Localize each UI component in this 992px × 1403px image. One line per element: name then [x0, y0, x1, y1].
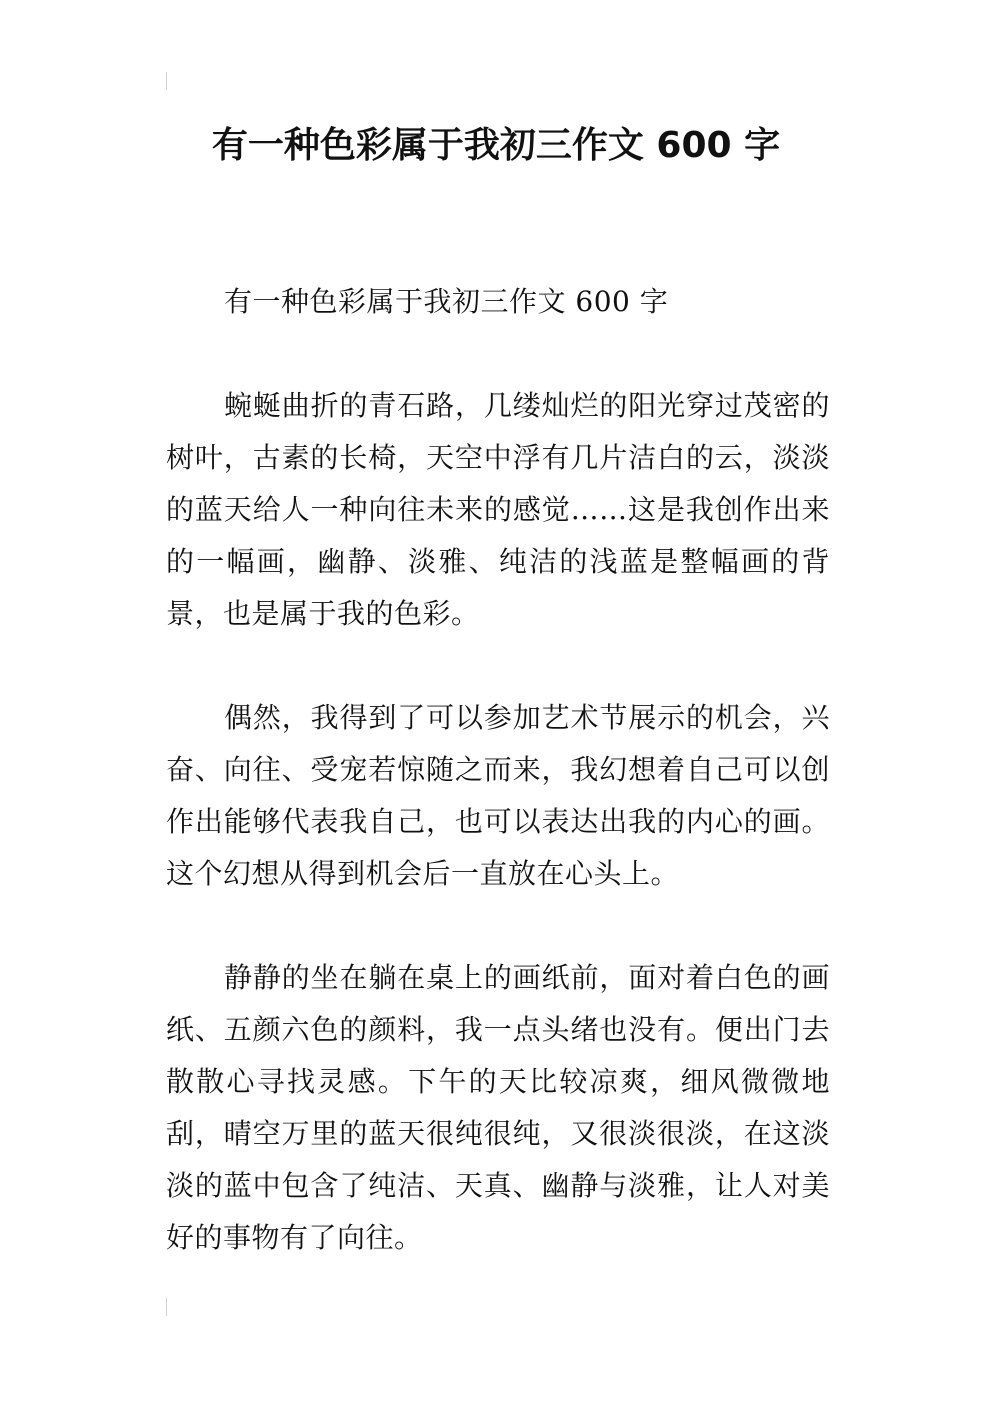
- paragraph-3: 静静的坐在躺在桌上的画纸前，面对着白色的画纸、五颜六色的颜料，我一点头绪也没有。便出门去散散心寻找灵感。下午的天比较凉爽，细风微微地刮，晴空万里的蓝天很纯很纯，又很淡很淡，在这淡淡的蓝中包含了纯洁、天真、幽静与淡雅，让人对美好的事物有了向往。: [166, 961, 830, 1254]
- page-corner-mark-top: [166, 72, 167, 90]
- article-body: [166, 276, 830, 1316]
- article-subtitle: 有一种色彩属于我初三作文 600 字: [224, 285, 669, 318]
- page-title: 有一种色彩属于我初三作文 600 字: [211, 125, 781, 166]
- paragraph-1: 蜿蜒曲折的青石路，几缕灿烂的阳光穿过茂密的树叶，古素的长椅，天空中浮有几片洁白的云，淡淡的蓝天给人一种向往未来的感觉……这是我创作出来的一幅画，幽静、淡雅、纯洁的浅蓝是整幅画的背景，也是属于我的色彩。: [166, 389, 830, 630]
- paragraph-2: 偶然，我得到了可以参加艺术节展示的机会，兴奋、向往、受宠若惊随之而来，我幻想着自己可以创作出能够代表我自己，也可以表达出我的内心的画。这个幻想从得到机会后一直放在心头上。: [166, 701, 830, 890]
